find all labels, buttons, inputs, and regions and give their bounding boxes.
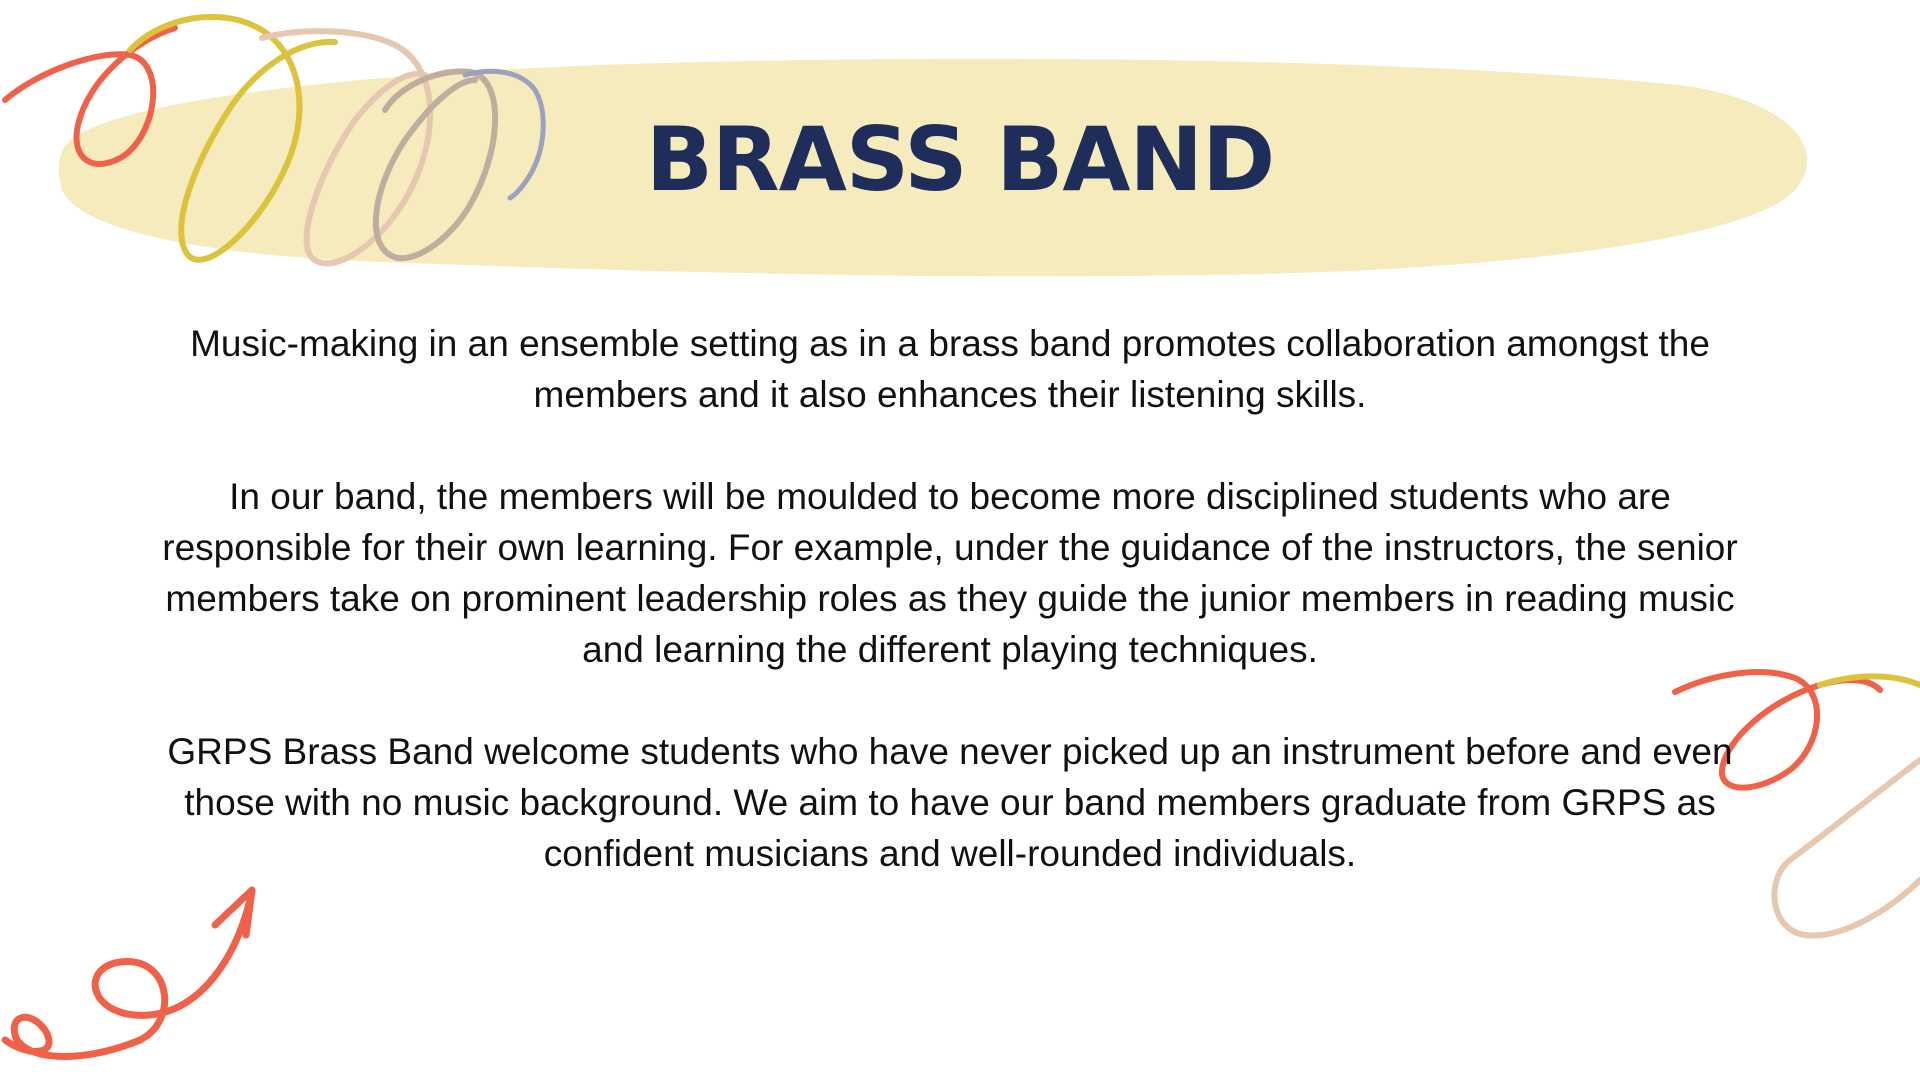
paragraph-welcome: GRPS Brass Band welcome students who have never picked up an instrument before and even those with no music background. We aim to have our band members graduate from GRPS as confident musicians and well-rounded individuals. xyxy=(167,731,1733,874)
paragraph-ensemble: Music-making in an ensemble setting as in a brass band promotes collaboration amongst the members and it also enhances their listening skills. xyxy=(190,323,1710,415)
paragraph-discipline: In our band, the members will be moulded to become more disciplined students who are responsible for their own learning. For example, under the guidance of the instructors, the senior members take on prominent leadership roles as they guide the junior members in reading music and learning the different playing techniques. xyxy=(162,476,1738,670)
slide-title: BRASS BAND xyxy=(645,108,1275,211)
body-text xyxy=(150,318,1750,930)
swirl-doodle xyxy=(1774,760,1920,935)
